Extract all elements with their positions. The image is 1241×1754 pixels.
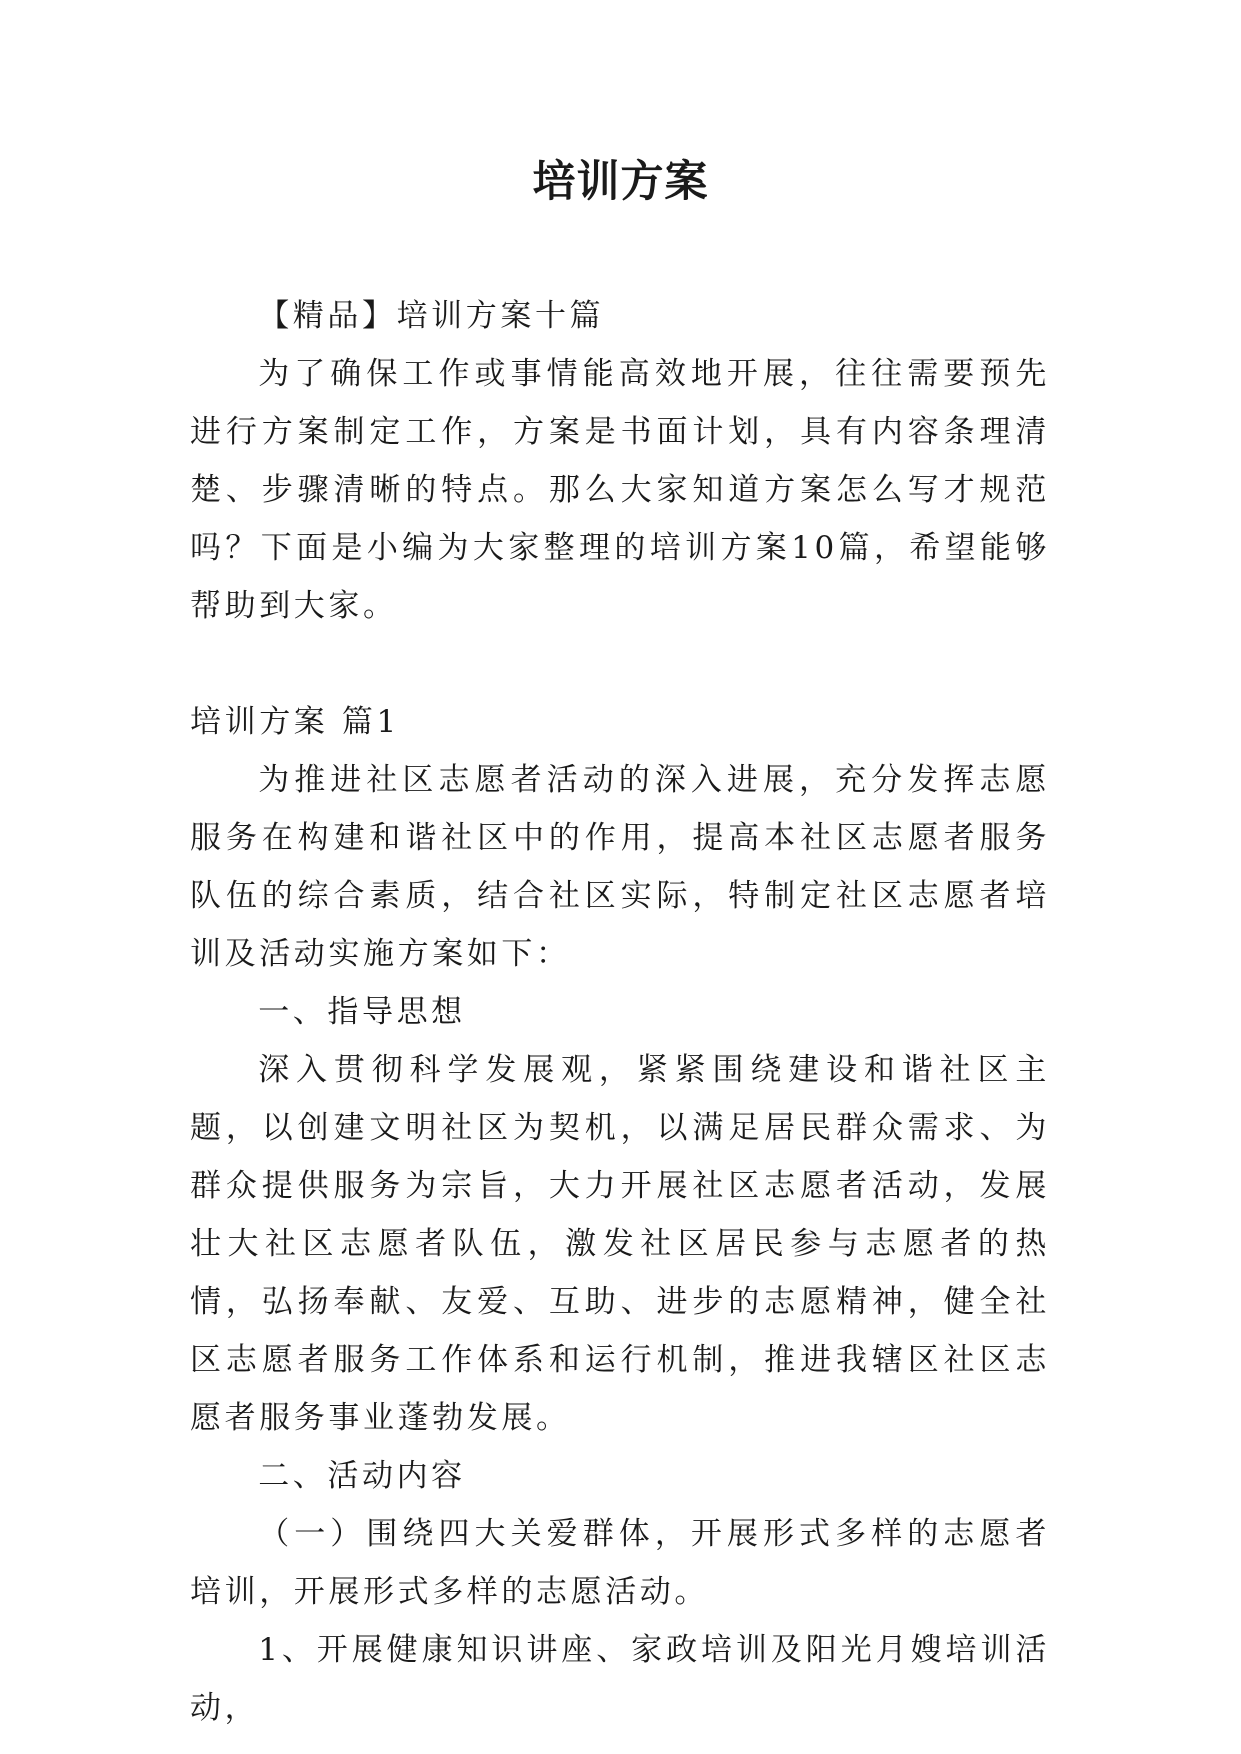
heading-activity-content: 二、活动内容 xyxy=(258,1458,466,1494)
document-body xyxy=(190,287,1050,1737)
guiding-ideology-paragraph: 深入贯彻科学发展观，紧紧围绕建设和谐社区主题，以创建文明社区为契机，以满足居民群众需求、为群众提供服务为宗旨，大力开展社区志愿者活动，发展壮大社区志愿者队伍，激发社区居民参与志愿者的热情，弘扬奉献、友爱、互助、进步的志愿精神，健全社区志愿者服务工作体系和运行机制，推进我辖区社区志愿者服务事业蓬勃发展。 xyxy=(190,1052,1050,1436)
section-title: 培训方案 篇1 xyxy=(190,704,400,740)
section-intro-paragraph: 为推进社区志愿者活动的深入进展，充分发挥志愿服务在构建和谐社区中的作用，提高本社区志愿者服务队伍的综合素质，结合社区实际，特制定社区志愿者培训及活动实施方案如下： xyxy=(190,762,1050,972)
activity-item-two: 1、开展健康知识讲座、家政培训及阳光月嫂培训活动， xyxy=(190,1632,1050,1726)
intro-paragraph: 为了确保工作或事情能高效地开展，往往需要预先进行方案制定工作，方案是书面计划，具有内容条理清楚、步骤清晰的特点。那么大家知道方案怎么写才规范吗？下面是小编为大家整理的培训方案10篇，希望能够帮助到大家。 xyxy=(190,356,1050,624)
activity-item-one: （一）围绕四大关爱群体，开展形式多样的志愿者培训，开展形式多样的志愿活动。 xyxy=(190,1516,1050,1610)
heading-guiding-ideology: 一、指导思想 xyxy=(258,994,466,1030)
document-title: 培训方案 xyxy=(532,157,709,207)
document-subtitle: 【精品】培训方案十篇 xyxy=(258,298,605,334)
